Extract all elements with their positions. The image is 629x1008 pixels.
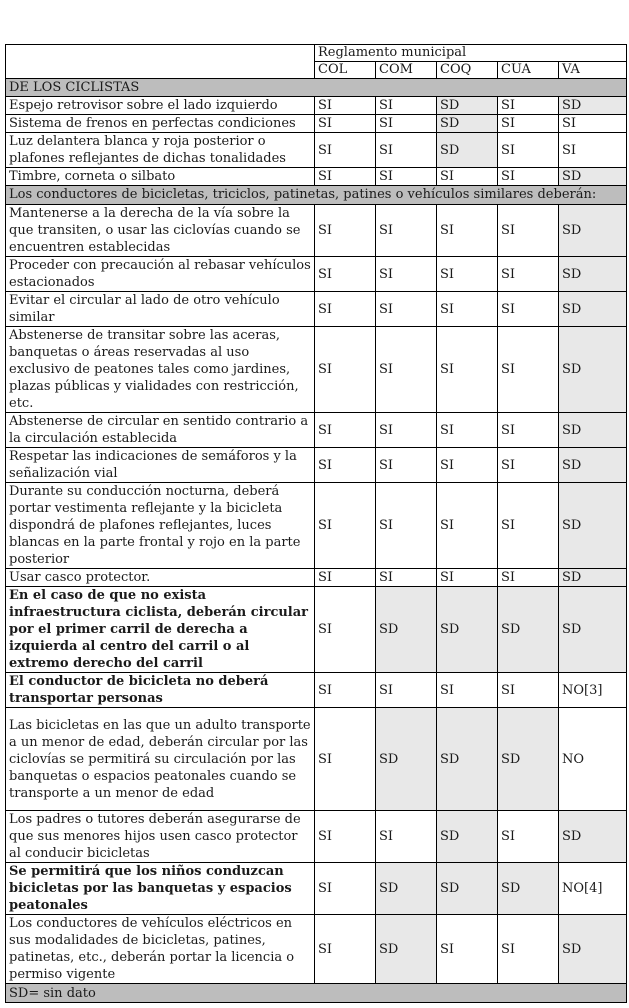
table-row (6, 205, 627, 257)
column-header: COQ (437, 62, 498, 79)
row-label: Mantenerse a la derecha de la vía sobre la que transiten, o usar las ciclovías cuando se encuentren establecidas (6, 205, 315, 257)
value-cell: SI (437, 292, 498, 327)
row-label: Durante su conducción nocturna, deberá portar vestimenta reflejante y la bicicleta dispondrá de plafones reflejantes, luces blancas en la parte frontal y rojo en la parte posterior (6, 483, 315, 569)
value-cell: SD (376, 863, 437, 915)
value-cell: SD (437, 708, 498, 811)
value-cell: SI (315, 168, 376, 186)
value-cell: SI (315, 292, 376, 327)
table-row (6, 673, 627, 708)
value-cell: SD (376, 708, 437, 811)
value-cell: SI (376, 97, 437, 115)
value-cell: SI (437, 413, 498, 448)
value-cell: SI (498, 413, 559, 448)
value-cell: SI (376, 257, 437, 292)
value-cell: SD (376, 915, 437, 984)
value-cell: SI (437, 257, 498, 292)
value-cell: SD (498, 587, 559, 673)
row-label: Los conductores de vehículos eléctricos en sus modalidades de bicicletas, patines, patinetas, etc., deberán portar la licencia o permiso vigente (6, 915, 315, 984)
value-cell: NO[3] (559, 673, 627, 708)
row-label: Abstenerse de transitar sobre las aceras, banquetas o áreas reservadas al uso exclusivo de peatones tales como jardines, plazas públicas y vialidades con restricción, etc. (6, 327, 315, 413)
footnote: SD= sin dato (6, 984, 627, 1003)
value-cell: SI (498, 811, 559, 863)
row-label: Luz delantera blanca y roja posterior o plafones reflejantes de dichas tonalidades (6, 133, 315, 168)
header-blank-cell (6, 45, 315, 79)
value-cell: SI (498, 327, 559, 413)
value-cell: SI (315, 257, 376, 292)
value-cell: SD (559, 587, 627, 673)
row-label: Sistema de frenos en perfectas condiciones (6, 115, 315, 133)
value-cell: NO[4] (559, 863, 627, 915)
table-row (6, 115, 627, 133)
value-cell: SI (498, 133, 559, 168)
value-cell: SI (315, 863, 376, 915)
row-label: Espejo retrovisor sobre el lado izquierdo (6, 97, 315, 115)
value-cell: SI (437, 569, 498, 587)
value-cell: SD (559, 327, 627, 413)
value-cell: SI (376, 327, 437, 413)
value-cell: SD (559, 483, 627, 569)
value-cell: SI (498, 292, 559, 327)
header-group-label: Reglamento municipal (315, 45, 627, 62)
value-cell: SI (498, 483, 559, 569)
value-cell: SI (498, 205, 559, 257)
value-cell: SI (498, 257, 559, 292)
value-cell: SD (559, 569, 627, 587)
header-group-row (6, 45, 627, 62)
column-header: CUA (498, 62, 559, 79)
row-label: Usar casco protector. (6, 569, 315, 587)
table-row (6, 811, 627, 863)
value-cell: SD (437, 133, 498, 168)
table-row (6, 97, 627, 115)
row-label: Proceder con precaución al rebasar vehículos estacionados (6, 257, 315, 292)
row-label: Timbre, corneta o silbato (6, 168, 315, 186)
value-cell: SD (559, 448, 627, 483)
value-cell: SI (376, 673, 437, 708)
value-cell: SI (437, 673, 498, 708)
section-header-row (6, 186, 627, 205)
value-cell: SD (437, 97, 498, 115)
table-row (6, 168, 627, 186)
value-cell: SD (559, 292, 627, 327)
value-cell: SI (498, 115, 559, 133)
value-cell: SD (376, 587, 437, 673)
value-cell: SD (437, 811, 498, 863)
column-header: COL (315, 62, 376, 79)
value-cell: SI (315, 915, 376, 984)
table-row (6, 587, 627, 673)
row-label: Evitar el circular al lado de otro vehículo similar (6, 292, 315, 327)
section-title: Los conductores de bicicletas, triciclos, patinetas, patines o vehículos similares deberán: (6, 186, 627, 205)
value-cell: SI (498, 97, 559, 115)
value-cell: SI (498, 168, 559, 186)
table-row (6, 483, 627, 569)
value-cell: SI (376, 811, 437, 863)
value-cell: SI (376, 205, 437, 257)
value-cell: SI (376, 569, 437, 587)
value-cell: SI (315, 708, 376, 811)
table-row (6, 569, 627, 587)
value-cell: SI (498, 673, 559, 708)
table-row (6, 413, 627, 448)
row-label: Las bicicletas en las que un adulto transporte a un menor de edad, deberán circular por las ciclovías se permitirá su circulación por las banquetas o espacios peatonales cuando se transporte a un menor de edad (6, 708, 315, 811)
table-row (6, 292, 627, 327)
row-label: Abstenerse de circular en sentido contrario a la circulación establecida (6, 413, 315, 448)
value-cell: SI (437, 205, 498, 257)
table-row (6, 327, 627, 413)
value-cell: SI (315, 133, 376, 168)
value-cell: SD (437, 115, 498, 133)
table-row (6, 257, 627, 292)
table-row (6, 448, 627, 483)
column-header: VA (559, 62, 627, 79)
value-cell: SI (315, 587, 376, 673)
value-cell: SD (437, 587, 498, 673)
value-cell: SD (498, 708, 559, 811)
value-cell: SI (376, 483, 437, 569)
regulations-table (5, 44, 627, 1003)
value-cell: SI (437, 327, 498, 413)
value-cell: SI (498, 915, 559, 984)
row-label: Respetar las indicaciones de semáforos y la señalización vial (6, 448, 315, 483)
value-cell: SI (315, 569, 376, 587)
value-cell: SD (559, 97, 627, 115)
value-cell: NO (559, 708, 627, 811)
value-cell: SI (559, 115, 627, 133)
column-header: COM (376, 62, 437, 79)
value-cell: SI (315, 413, 376, 448)
value-cell: SI (315, 448, 376, 483)
value-cell: SI (498, 448, 559, 483)
footer-row (6, 984, 627, 1003)
value-cell: SI (315, 97, 376, 115)
value-cell: SD (437, 863, 498, 915)
value-cell: SI (437, 483, 498, 569)
value-cell: SD (559, 811, 627, 863)
value-cell: SI (559, 133, 627, 168)
value-cell: SI (437, 168, 498, 186)
value-cell: SI (376, 448, 437, 483)
value-cell: SD (498, 863, 559, 915)
value-cell: SI (437, 448, 498, 483)
value-cell: SI (376, 413, 437, 448)
value-cell: SD (559, 257, 627, 292)
value-cell: SD (559, 205, 627, 257)
value-cell: SI (315, 115, 376, 133)
table-row (6, 915, 627, 984)
value-cell: SI (376, 133, 437, 168)
table-row (6, 708, 627, 811)
value-cell: SI (376, 168, 437, 186)
value-cell: SI (315, 673, 376, 708)
value-cell: SI (437, 915, 498, 984)
value-cell: SI (315, 327, 376, 413)
value-cell: SI (498, 569, 559, 587)
value-cell: SI (376, 115, 437, 133)
row-label: Los padres o tutores deberán asegurarse de que sus menores hijos usen casco protector al conducir bicicletas (6, 811, 315, 863)
row-label: En el caso de que no exista infraestructura ciclista, deberán circular por el primer carril de derecha a izquierda al centro del carril o al extremo derecho del carril (6, 587, 315, 673)
row-label: Se permitirá que los niños conduzcan bicicletas por las banquetas y espacios peatonales (6, 863, 315, 915)
table-row (6, 863, 627, 915)
row-label: El conductor de bicicleta no deberá transportar personas (6, 673, 315, 708)
section-title: DE LOS CICLISTAS (6, 79, 627, 97)
value-cell: SD (559, 168, 627, 186)
table-row (6, 133, 627, 168)
value-cell: SD (559, 413, 627, 448)
value-cell: SI (315, 205, 376, 257)
value-cell: SD (559, 915, 627, 984)
value-cell: SI (315, 483, 376, 569)
section-header-row (6, 79, 627, 97)
value-cell: SI (315, 811, 376, 863)
value-cell: SI (376, 292, 437, 327)
